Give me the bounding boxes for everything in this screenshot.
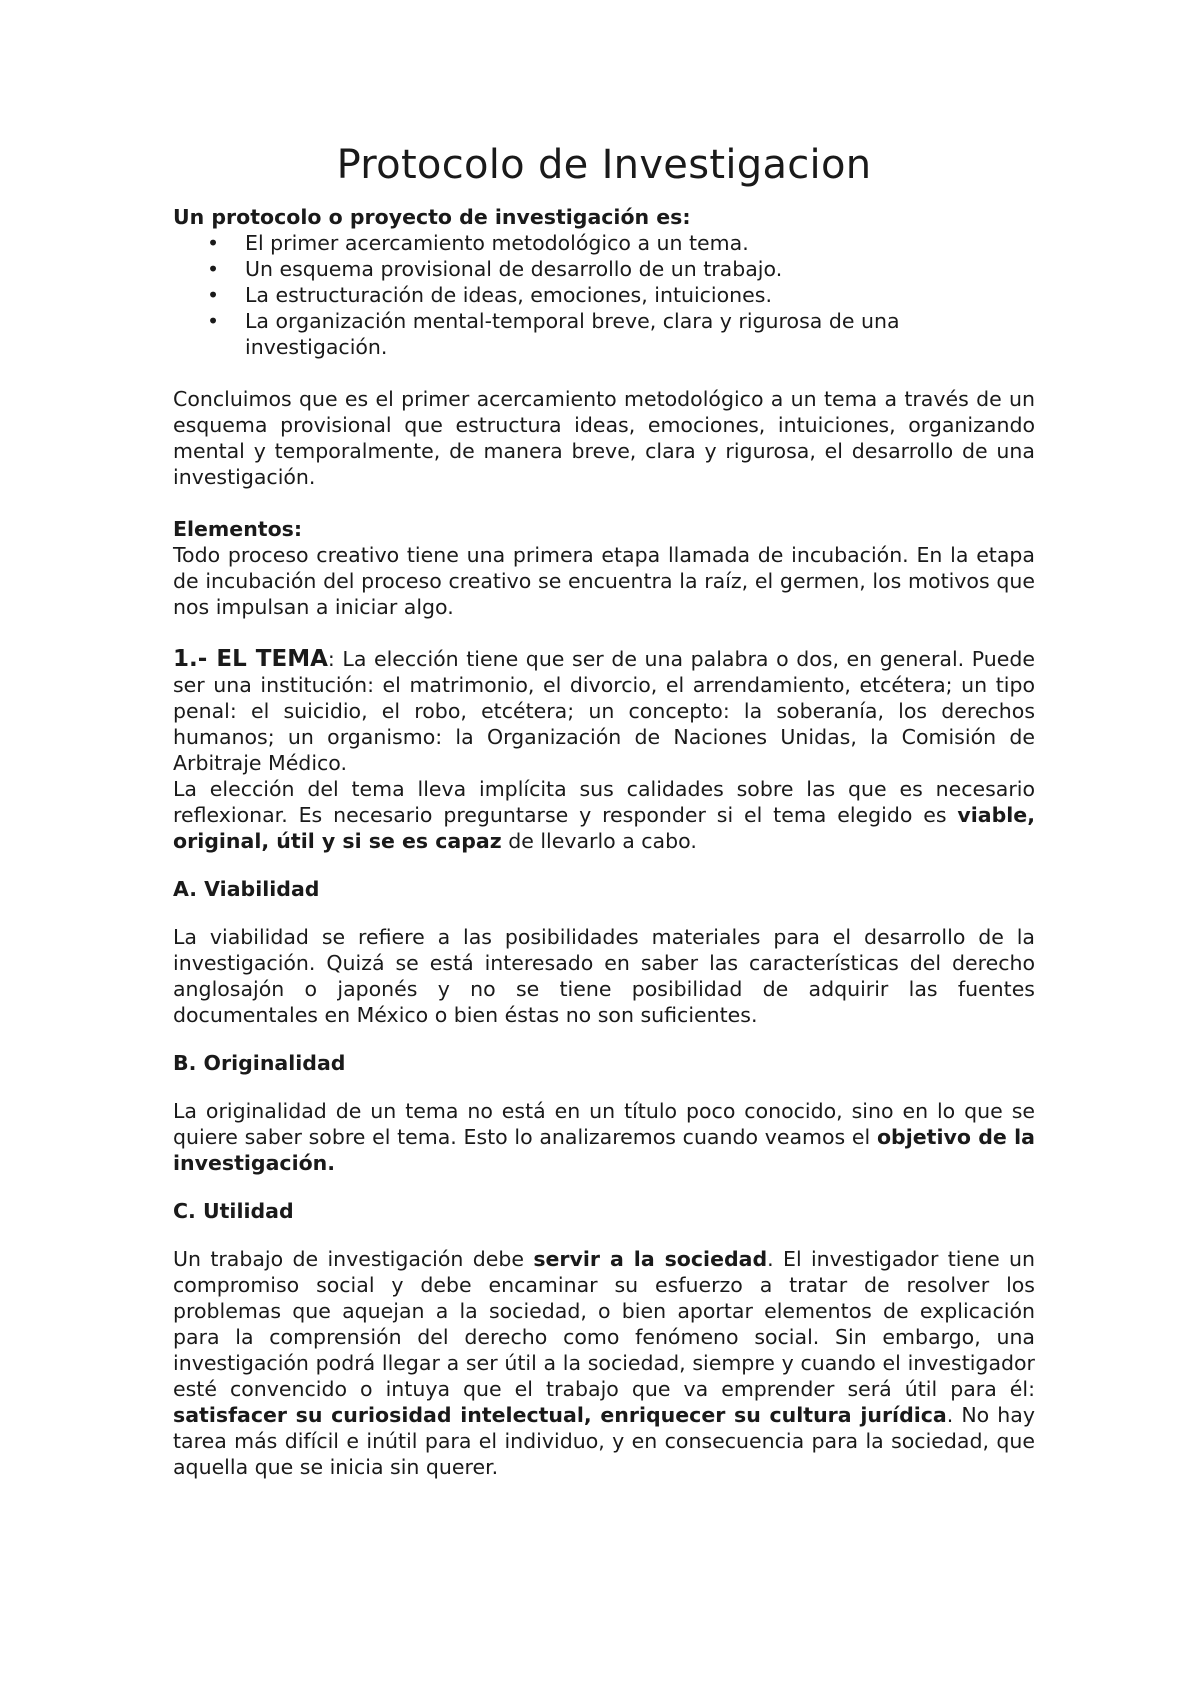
utilidad-paragraph [173, 1246, 1035, 1480]
tema-text: La elección tiene que ser de una palabra o dos, en general. Puede ser una institución: el matrimonio, el divorcio, el arrendamiento, etcétera; un tipo penal: el suicidio, el robo, etcétera; un concepto: la soberanía, los derechos humanos; un organismo: la Organización de Naciones Unidas, la Comisión de Arbitraje Médico. [173, 647, 1035, 775]
page-title: Protocolo de Investigacion [336, 142, 872, 188]
originalidad-text: La originalidad de un tema no está en un título poco conocido, sino en lo que se quiere saber sobre el tema. Esto lo analizaremos cuando veamos el [173, 1099, 1035, 1149]
originalidad-bold: objetivo de la investigación. [173, 1125, 1035, 1175]
utilidad-bold-1: servir a la sociedad [533, 1247, 768, 1271]
originalidad-heading: B. Originalidad [173, 1051, 346, 1075]
utilidad-bold-2: satisfacer su curiosidad intelectual, enriquecer su cultura jurídica [173, 1403, 947, 1427]
elementos-paragraph: Todo proceso creativo tiene una primera etapa llamada de incubación. En la etapa de incubación del proceso creativo se encuentra la raíz, el germen, los motivos que nos impulsan a iniciar algo. [173, 543, 1035, 619]
tema-colon: : [327, 647, 335, 671]
list-item [173, 282, 1035, 308]
document-page [173, 140, 1035, 1480]
utilidad-heading: C. Utilidad [173, 1199, 294, 1223]
list-item-text: El primer acercamiento metodológico a un tema. [245, 231, 749, 255]
bullet-icon: • [207, 283, 220, 307]
list-item [173, 230, 1035, 256]
originalidad-paragraph [173, 1098, 1035, 1176]
tema-text-start: La elección del tema lleva implícita sus calidades sobre las que es necesario reflexionar. Es necesario preguntarse y responder si el tema elegido es [173, 777, 1035, 827]
bullet-icon: • [207, 231, 220, 255]
utilidad-text-start: Un trabajo de investigación debe [173, 1247, 534, 1271]
list-item-text: La estructuración de ideas, emociones, intuiciones. [245, 283, 772, 307]
list-item-text: La organización mental-temporal breve, clara y rigurosa de una investigación. [245, 309, 900, 359]
utilidad-text-end: . No hay tarea más difícil e inútil para el individuo, y en consecuencia para la sociedad, que aquella que se inicia sin querer. [173, 1403, 1035, 1479]
tema-paragraph [173, 646, 1035, 776]
list-item [173, 308, 1035, 360]
elementos-heading: Elementos: [173, 517, 303, 541]
bullet-icon: • [207, 309, 220, 333]
bullet-icon: • [207, 257, 220, 281]
list-item-text: Un esquema provisional de desarrollo de un trabajo. [245, 257, 783, 281]
definition-list [173, 230, 1035, 360]
tema-qualities: viable, original, útil y si se es capaz [173, 803, 1035, 853]
viabilidad-heading: A. Viabilidad [173, 877, 320, 901]
tema-heading: 1.- EL TEMA [173, 646, 328, 672]
conclusion-paragraph: Concluimos que es el primer acercamiento metodológico a un tema a través de un esquema provisional que estructura ideas, emociones, intuiciones, organizando mental y temporalmente, de manera breve, clara y rigurosa, el desarrollo de una investigación. [173, 387, 1035, 489]
viabilidad-paragraph: La viabilidad se refiere a las posibilidades materiales para el desarrollo de la investigación. Quizá se está interesado en saber las características del derecho anglosajón o japonés y no se tiene posibilidad de adquirir las fuentes documentales en México o bien éstas no son suficientes. [173, 925, 1035, 1027]
tema-text-end: de llevarlo a cabo. [501, 829, 697, 853]
tema-second-paragraph [173, 776, 1035, 854]
intro-label: Un protocolo o proyecto de investigación es: [173, 205, 691, 229]
list-item [173, 256, 1035, 282]
utilidad-text-mid: . El investigador tiene un compromiso social y debe encaminar su esfuerzo a tratar de resolver los problemas que aquejan a la sociedad, o bien aportar elementos de explicación para la comprensión del derecho como fenómeno social. Sin embargo, una investigación podrá llegar a ser útil a la sociedad, siempre y cuando el investigador esté convencido o intuya que el trabajo que va emprender será útil para él: [173, 1247, 1036, 1401]
